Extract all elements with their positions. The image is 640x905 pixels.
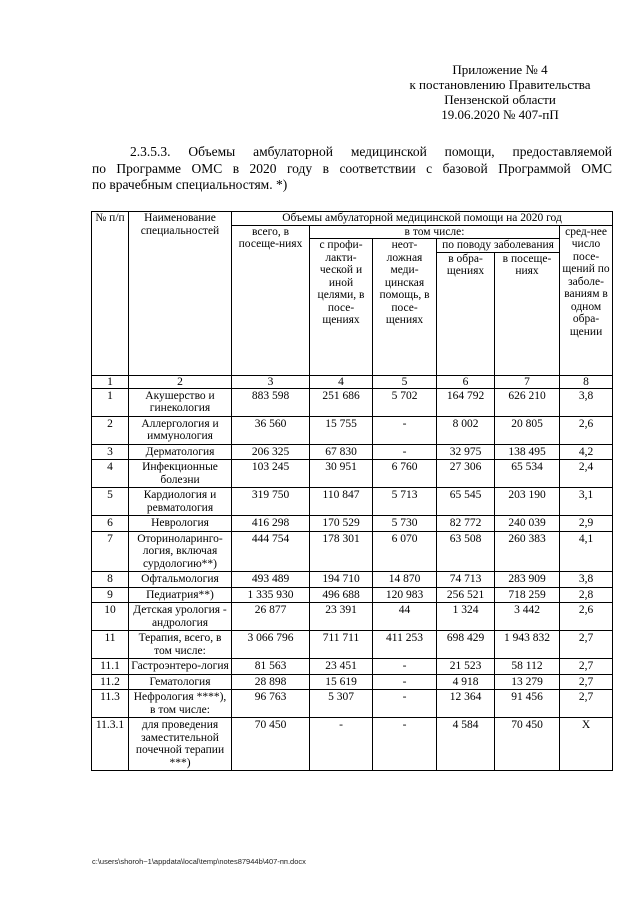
row-urgent: 120 983: [373, 587, 437, 603]
header-appeals: в обра-щениях: [437, 252, 495, 375]
row-specialty: Педиатрия**): [129, 587, 232, 603]
row-prophylactic: 711 711: [310, 631, 373, 659]
row-appeals: 1 324: [437, 603, 495, 631]
heading-line-3: по врачебным специальностям. *): [92, 177, 288, 192]
row-urgent: 5 713: [373, 488, 437, 516]
row-appeals: 4 584: [437, 718, 495, 771]
row-average: 4,2: [560, 444, 613, 460]
row-appeals: 32 975: [437, 444, 495, 460]
row-urgent: -: [373, 444, 437, 460]
table-row: [92, 659, 613, 675]
row-prophylactic: 15 755: [310, 416, 373, 444]
row-total: 96 763: [232, 690, 310, 718]
table-row: [92, 416, 613, 444]
row-prophylactic: 15 619: [310, 674, 373, 690]
row-prophylactic: 67 830: [310, 444, 373, 460]
header-disease: по поводу заболевания: [437, 239, 560, 253]
table-row: [92, 674, 613, 690]
header-row-1: [92, 212, 613, 226]
row-visits: 240 039: [495, 516, 560, 532]
row-urgent: 411 253: [373, 631, 437, 659]
row-visits: 65 534: [495, 460, 560, 488]
row-average: 2,7: [560, 674, 613, 690]
row-appeals: 8 002: [437, 416, 495, 444]
row-number: 2: [92, 416, 129, 444]
row-prophylactic: 194 710: [310, 572, 373, 588]
header-volumes-group: Объемы амбулаторной медицинской помощи на 2020 год: [232, 212, 613, 226]
row-appeals: 74 713: [437, 572, 495, 588]
colnum-cell: 4: [310, 375, 373, 388]
row-visits: 260 383: [495, 531, 560, 572]
table-row: [92, 516, 613, 532]
row-visits: 91 456: [495, 690, 560, 718]
row-average: 2,7: [560, 659, 613, 675]
row-number: 4: [92, 460, 129, 488]
row-number: 11.1: [92, 659, 129, 675]
row-number: 1: [92, 388, 129, 416]
row-visits: 58 112: [495, 659, 560, 675]
row-visits: 283 909: [495, 572, 560, 588]
heading-line-1: 2.3.5.3. Объемы амбулаторной медицинской помощи, предоставляемой: [130, 144, 612, 159]
row-number: 6: [92, 516, 129, 532]
row-average: 2,4: [560, 460, 613, 488]
row-specialty: Офтальмология: [129, 572, 232, 588]
row-number: 11.2: [92, 674, 129, 690]
row-urgent: -: [373, 659, 437, 675]
table-row: [92, 388, 613, 416]
row-number: 11.3.1: [92, 718, 129, 771]
row-average: 3,1: [560, 488, 613, 516]
row-average: 2,7: [560, 631, 613, 659]
table-row: [92, 444, 613, 460]
table-row: [92, 587, 613, 603]
row-appeals: 256 521: [437, 587, 495, 603]
row-prophylactic: -: [310, 718, 373, 771]
column-numbers-row: [92, 375, 613, 388]
table-row: [92, 690, 613, 718]
appendix-block: [380, 62, 620, 122]
row-specialty: Гематология: [129, 674, 232, 690]
header-num: № п/п: [92, 212, 129, 376]
row-prophylactic: 30 951: [310, 460, 373, 488]
row-visits: 70 450: [495, 718, 560, 771]
row-appeals: 27 306: [437, 460, 495, 488]
row-average: 2,7: [560, 690, 613, 718]
row-number: 8: [92, 572, 129, 588]
colnum-cell: 8: [560, 375, 613, 388]
row-total: 3 066 796: [232, 631, 310, 659]
header-visits: в посеще-ниях: [495, 252, 560, 375]
row-appeals: 21 523: [437, 659, 495, 675]
row-appeals: 164 792: [437, 388, 495, 416]
colnum-cell: 3: [232, 375, 310, 388]
table-row: [92, 531, 613, 572]
row-total: 883 598: [232, 388, 310, 416]
heading-line-2: по Программе ОМС в 2020 году в соответствии с базовой Программой ОМС: [92, 160, 612, 176]
row-urgent: 6 070: [373, 531, 437, 572]
file-path-footer: c:\users\shoroh~1\appdata\local\temp\notes87944b\407-пп.docx: [92, 857, 306, 866]
row-prophylactic: 5 307: [310, 690, 373, 718]
row-urgent: 5 730: [373, 516, 437, 532]
table-row: [92, 631, 613, 659]
row-urgent: 44: [373, 603, 437, 631]
row-number: 3: [92, 444, 129, 460]
row-appeals: 4 918: [437, 674, 495, 690]
header-prophylactic: с профи-лакти-ческой и иной целями, в посе-щениях: [310, 239, 373, 376]
row-average: 2,6: [560, 603, 613, 631]
table-row: [92, 572, 613, 588]
row-total: 36 560: [232, 416, 310, 444]
row-prophylactic: 251 686: [310, 388, 373, 416]
row-appeals: 82 772: [437, 516, 495, 532]
header-including: в том числе:: [310, 225, 560, 239]
header-urgent: неот-ложная меди-цинская помощь, в посе-щениях: [373, 239, 437, 376]
row-visits: 138 495: [495, 444, 560, 460]
row-total: 416 298: [232, 516, 310, 532]
row-number: 5: [92, 488, 129, 516]
row-prophylactic: 496 688: [310, 587, 373, 603]
colnum-cell: 1: [92, 375, 129, 388]
row-prophylactic: 170 529: [310, 516, 373, 532]
header-total: всего, в посеще-ниях: [232, 225, 310, 375]
row-total: 319 750: [232, 488, 310, 516]
row-prophylactic: 178 301: [310, 531, 373, 572]
row-number: 11.3: [92, 690, 129, 718]
colnum-cell: 6: [437, 375, 495, 388]
appendix-decree: к постановлению Правительства: [409, 77, 591, 92]
row-total: 28 898: [232, 674, 310, 690]
row-number: 9: [92, 587, 129, 603]
row-appeals: 12 364: [437, 690, 495, 718]
row-total: 103 245: [232, 460, 310, 488]
header-average: сред-нее число посе-щений по заболе-ваниям в одном обра-щении: [560, 225, 613, 375]
section-heading: [92, 144, 612, 194]
row-visits: 3 442: [495, 603, 560, 631]
row-visits: 13 279: [495, 674, 560, 690]
row-specialty: Неврология: [129, 516, 232, 532]
row-specialty: Инфекционные болезни: [129, 460, 232, 488]
colnum-cell: 5: [373, 375, 437, 388]
row-specialty: Оториноларинго-логия, включая сурдологию**): [129, 531, 232, 572]
appendix-date-number: 19.06.2020 № 407-пП: [441, 107, 559, 122]
row-appeals: 698 429: [437, 631, 495, 659]
row-visits: 718 259: [495, 587, 560, 603]
table-row: [92, 460, 613, 488]
row-number: 10: [92, 603, 129, 631]
row-total: 493 489: [232, 572, 310, 588]
colnum-cell: 7: [495, 375, 560, 388]
row-urgent: -: [373, 416, 437, 444]
header-specialty: Наименование специальностей: [129, 212, 232, 376]
row-urgent: -: [373, 690, 437, 718]
appendix-region: Пензенской области: [444, 92, 556, 107]
row-total: 444 754: [232, 531, 310, 572]
row-specialty: Нефрология ****), в том числе:: [129, 690, 232, 718]
row-total: 81 563: [232, 659, 310, 675]
row-prophylactic: 23 451: [310, 659, 373, 675]
row-specialty: Гастроэнтеро-логия: [129, 659, 232, 675]
row-urgent: 6 760: [373, 460, 437, 488]
row-average: 2,6: [560, 416, 613, 444]
row-visits: 1 943 832: [495, 631, 560, 659]
table-row: [92, 488, 613, 516]
row-average: Х: [560, 718, 613, 771]
row-average: 4,1: [560, 531, 613, 572]
row-specialty: для проведения заместительной почечной терапии ***): [129, 718, 232, 771]
row-visits: 203 190: [495, 488, 560, 516]
row-visits: 626 210: [495, 388, 560, 416]
row-prophylactic: 23 391: [310, 603, 373, 631]
row-urgent: 5 702: [373, 388, 437, 416]
row-average: 3,8: [560, 388, 613, 416]
row-urgent: -: [373, 674, 437, 690]
row-prophylactic: 110 847: [310, 488, 373, 516]
row-number: 11: [92, 631, 129, 659]
row-average: 3,8: [560, 572, 613, 588]
row-specialty: Акушерство и гинекология: [129, 388, 232, 416]
row-specialty: Дерматология: [129, 444, 232, 460]
row-total: 70 450: [232, 718, 310, 771]
row-urgent: -: [373, 718, 437, 771]
table-row: [92, 718, 613, 771]
row-specialty: Терапия, всего, в том числе:: [129, 631, 232, 659]
appendix-title: Приложение № 4: [452, 62, 548, 77]
row-total: 1 335 930: [232, 587, 310, 603]
row-average: 2,9: [560, 516, 613, 532]
row-urgent: 14 870: [373, 572, 437, 588]
row-number: 7: [92, 531, 129, 572]
volumes-table: [91, 211, 613, 771]
row-specialty: Детская урология - андрология: [129, 603, 232, 631]
row-total: 206 325: [232, 444, 310, 460]
table-row: [92, 603, 613, 631]
row-appeals: 65 545: [437, 488, 495, 516]
row-average: 2,8: [560, 587, 613, 603]
row-specialty: Кардиология и ревматология: [129, 488, 232, 516]
colnum-cell: 2: [129, 375, 232, 388]
row-appeals: 63 508: [437, 531, 495, 572]
row-total: 26 877: [232, 603, 310, 631]
row-visits: 20 805: [495, 416, 560, 444]
row-specialty: Аллергология и иммунология: [129, 416, 232, 444]
